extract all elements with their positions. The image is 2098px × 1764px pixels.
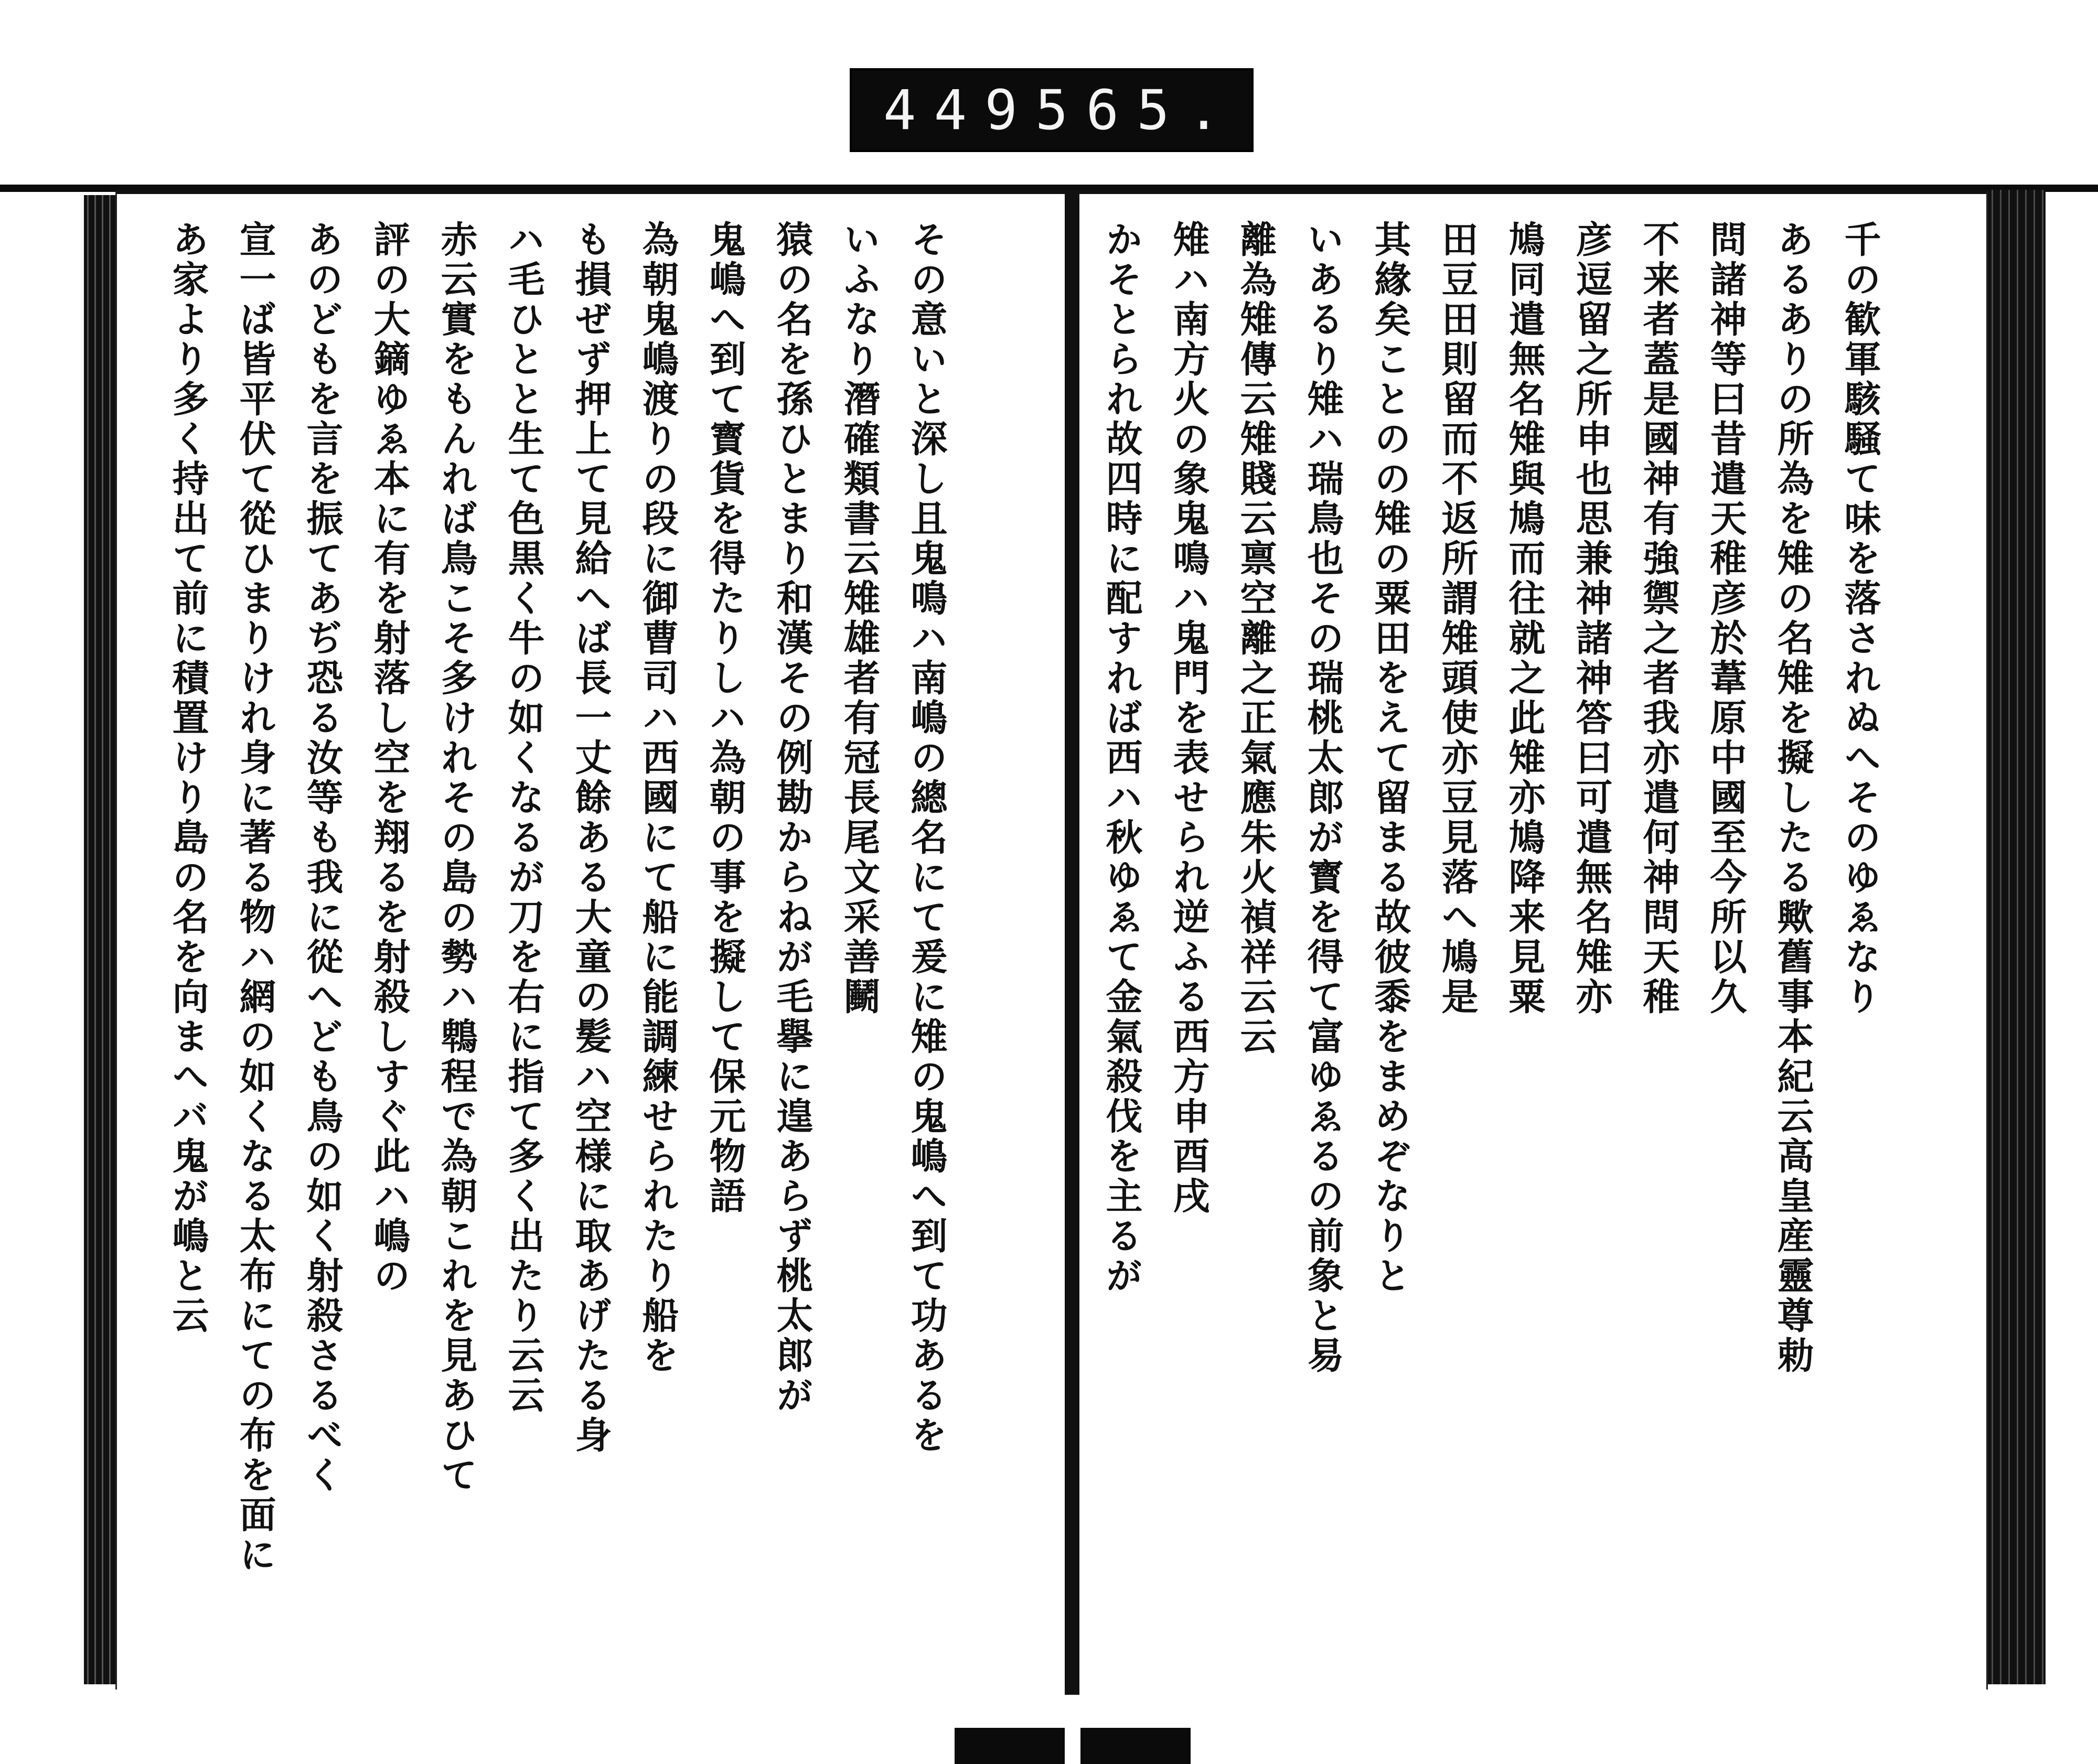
text-column: 其緣矣ことのの雉の粟田をえて留まる故彼黍をまめぞなりと	[1368, 220, 1412, 1296]
right-page-text	[1033, 220, 1893, 1531]
text-column: 離為雉傳云雉賤云禀空離之正氣應朱火禎祥云云	[1234, 220, 1278, 1057]
text-column: あのどもを言を振てあぢ恐る汝等も我に從へども鳥の如く射殺さるべく	[301, 220, 344, 1496]
text-column: かそとられ故四時に配すれば西ハ秋ゆゑて金氣殺伐を主るが	[1100, 220, 1143, 1296]
footer-mark-left	[955, 1728, 1065, 1764]
text-column: あるありの所為を雉の名雉を擬したる歟舊事本紀云高皇産靈尊勅	[1771, 220, 1815, 1376]
text-column: 猿の名を孫ひとまり和漢その例勘からねが毛擧に遑あらず桃太郎が	[770, 220, 814, 1416]
text-column: 赤云實をもんれば鳥こそ多けれその島の勢ハ鵯程で為朝これを見あひて	[435, 220, 478, 1496]
text-column: いあるり雉ハ瑞鳥也その瑞桃太郎が寳を得て富ゆゑるの前象と易	[1301, 220, 1345, 1376]
scan-footer-marks	[955, 1728, 1196, 1764]
text-column: 彦逗留之所申也思兼神諸神答曰可遣無名雉亦	[1570, 220, 1613, 1017]
left-page-text	[100, 220, 960, 1575]
archive-number-left: 449	[883, 78, 1035, 142]
text-column: ハ毛ひとと生て色黒く牛の如くなるが刀を右に指て多く出たり云云	[502, 220, 545, 1416]
text-column: 不来者蓋是國神有強禦之者我亦遣何神問天稚	[1637, 220, 1680, 1017]
text-column: も損ぜず押上て見給へば長一丈餘ある大童の髪ハ空様に取あげたる身	[569, 220, 613, 1456]
text-column: 問諸神等曰昔遣天稚彦於葦原中國至今所以久	[1704, 220, 1748, 1017]
text-column: あ家より多く持出て前に積置けり島の名を向まへバ鬼が嶋と云	[166, 220, 210, 1336]
text-column: その意いと深し且鬼鳴ハ南嶋の總名にて爰に雉の鬼嶋へ到て功あるを	[905, 220, 948, 1456]
archive-number-right: 565.	[1035, 78, 1238, 142]
text-column: 宣一ば皆平伏て從ひまりけれ身に著る物ハ網の如くなる太布にての布を面に	[233, 220, 277, 1575]
archive-number-plate	[850, 68, 1254, 152]
text-column: 為朝鬼嶋渡りの段に御曹司ハ西國にて船に能調練せられたり船を	[636, 220, 680, 1376]
footer-mark-right	[1080, 1728, 1191, 1764]
text-column: 評の大鏑ゆゑ本に有を射落し空を翔るを射殺しすぐ此ハ嶋の	[368, 220, 411, 1296]
text-column: 田豆田則留而不返所謂雉頭使亦豆見落へ鳩是	[1436, 220, 1479, 1017]
text-column: 鬼嶋へ到て寳貨を得たりしハ為朝の事を擬して保元物語	[703, 220, 747, 1217]
text-column: 鳩同遣無名雉與鳩而往就之此雉亦鳩降来見粟	[1503, 220, 1546, 1017]
text-column: いふなり潛確類書云雉雄者有冠長尾文采善鬭	[838, 220, 881, 1017]
text-column: 千の歓軍駭騒て味を落されぬへそのゆゑなり	[1838, 220, 1882, 1017]
text-column: 雉ハ南方火の象鬼鳴ハ鬼門を表せられ逆ふる西方申酉戌	[1167, 220, 1211, 1217]
book-edge-right	[1988, 190, 2046, 1684]
